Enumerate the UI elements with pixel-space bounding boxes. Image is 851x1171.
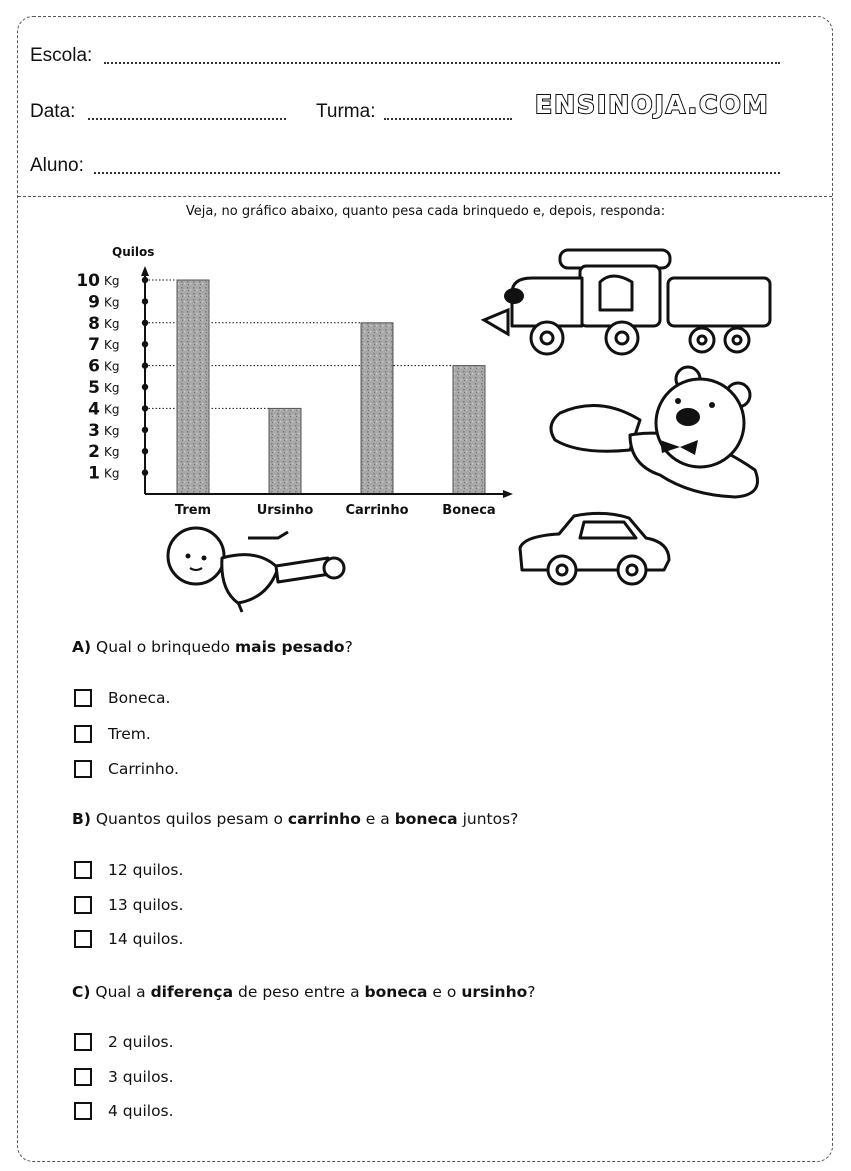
- option-c3[interactable]: 4 quilos.: [74, 1102, 174, 1120]
- checkbox[interactable]: [74, 725, 92, 743]
- y-tick-dot: [142, 469, 148, 475]
- checkbox[interactable]: [74, 861, 92, 879]
- teddy-bear-illustration: [540, 365, 765, 515]
- option-b2[interactable]: 13 quilos.: [74, 896, 183, 914]
- aluno-label: Aluno:: [30, 155, 84, 176]
- y-tick-dot: [142, 320, 148, 326]
- x-axis-arrow: [503, 490, 513, 498]
- checkbox[interactable]: [74, 930, 92, 948]
- y-tick-unit: Kg: [104, 381, 120, 395]
- question-c: C) Qual a diferença de peso entre a boneca e o ursinho?: [72, 983, 536, 1001]
- y-tick-value: 8: [88, 313, 100, 334]
- option-a1[interactable]: Boneca.: [74, 689, 170, 707]
- turma-label: Turma:: [316, 101, 376, 122]
- y-tick-dot: [142, 298, 148, 304]
- y-tick-dot: [142, 341, 148, 347]
- y-tick-value: 2: [88, 442, 100, 463]
- option-b3[interactable]: 14 quilos.: [74, 930, 183, 948]
- header-divider: [18, 196, 832, 197]
- y-tick-dot: [142, 427, 148, 433]
- x-category-label: Ursinho: [256, 503, 314, 518]
- option-c2[interactable]: 3 quilos.: [74, 1068, 174, 1086]
- y-tick-dot: [142, 448, 148, 454]
- y-tick-dot: [142, 384, 148, 390]
- checkbox[interactable]: [74, 1068, 92, 1086]
- data-field[interactable]: [88, 118, 286, 120]
- instruction-text: Veja, no gráfico abaixo, quanto pesa cada brinquedo e, depois, responda:: [185, 204, 666, 219]
- toy-car-illustration: [514, 508, 674, 588]
- y-tick-unit: Kg: [104, 402, 120, 417]
- y-tick-dot: [142, 405, 148, 411]
- y-tick-value: 5: [88, 378, 100, 398]
- checkbox[interactable]: [74, 896, 92, 914]
- y-tick-dot: [142, 362, 148, 368]
- site-logo: ENSINOJA.COM: [535, 90, 770, 119]
- option-b1[interactable]: 12 quilos.: [74, 861, 183, 879]
- y-axis-title: Quilos: [112, 245, 155, 259]
- aluno-field[interactable]: [94, 172, 780, 174]
- y-tick-value: 10: [76, 271, 100, 291]
- bar-trem: [177, 280, 209, 494]
- checkbox[interactable]: [74, 689, 92, 707]
- escola-label: Escola:: [30, 45, 93, 66]
- y-tick-unit: Kg: [104, 295, 120, 310]
- y-tick-unit: Kg: [104, 359, 120, 374]
- x-category-label: Carrinho: [345, 503, 409, 518]
- escola-field[interactable]: [104, 62, 780, 64]
- y-axis-arrow: [141, 266, 149, 276]
- turma-field[interactable]: [384, 118, 512, 120]
- train-illustration: [472, 238, 777, 358]
- option-a2[interactable]: Trem.: [74, 725, 151, 743]
- bar-ursinho: [269, 408, 301, 494]
- y-tick-unit: Kg: [104, 466, 120, 481]
- y-tick-dot: [142, 277, 148, 283]
- y-tick-unit: Kg: [104, 445, 120, 460]
- option-a3[interactable]: Carrinho.: [74, 760, 179, 778]
- y-tick-unit: Kg: [104, 338, 120, 353]
- weight-bar-chart: [60, 232, 520, 522]
- option-c1[interactable]: 2 quilos.: [74, 1033, 174, 1051]
- checkbox[interactable]: [74, 760, 92, 778]
- question-b: B) Quantos quilos pesam o carrinho e a boneca juntos?: [72, 810, 519, 828]
- y-tick-value: 7: [88, 335, 100, 356]
- bar-boneca: [453, 366, 485, 494]
- y-tick-unit: Kg: [104, 274, 120, 288]
- checkbox[interactable]: [74, 1033, 92, 1051]
- x-category-label: Trem: [174, 503, 212, 518]
- y-tick-value: 3: [88, 420, 100, 441]
- y-tick-value: 1: [88, 463, 100, 484]
- doll-illustration: [158, 518, 348, 618]
- y-tick-value: 4: [88, 399, 100, 420]
- bar-carrinho: [361, 323, 393, 494]
- y-tick-unit: Kg: [104, 316, 120, 331]
- checkbox[interactable]: [74, 1102, 92, 1120]
- x-category-label: Boneca: [442, 503, 496, 518]
- y-tick-value: 6: [88, 356, 100, 377]
- question-a: A) Qual o brinquedo mais pesado?: [72, 638, 353, 656]
- y-tick-unit: Kg: [104, 423, 120, 438]
- y-tick-value: 9: [88, 292, 100, 313]
- data-label: Data:: [30, 101, 76, 122]
